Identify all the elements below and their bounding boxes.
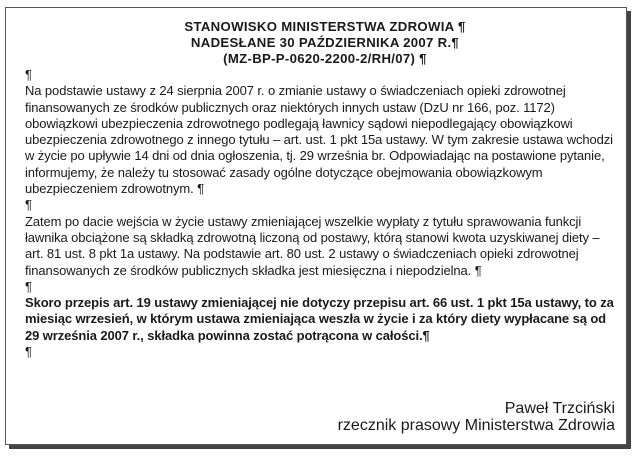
header-date: NADESŁANE 30 PAŹDZIERNIKA 2007 R.¶: [190, 35, 460, 50]
signature-name: Paweł Trzciński: [504, 400, 615, 417]
signature-role: rzecznik prasowy Ministerstwa Zdrowia: [337, 417, 615, 434]
empty-paragraph-mark: ¶: [25, 197, 32, 213]
paragraph-contribution: Zatem po dacie wejścia w życie ustawy zmieniającej wszelkie wypłaty z tytułu sprawowania funkcji ławnika obciążone są składką zdrowotną liczoną od postawy, którą stanowi kwota uzyskiwanej diety – art. 81 ust. 8 pkt 1a ustawy. Na podstawie art. 80 ust. 2 ustawy o świadczeniach opieki zdrowotnej finansowanych ze środków publicznych składka jest miesięczna i niepodzielna. ¶: [25, 213, 600, 278]
header-title: STANOWISKO MINISTERSTWA ZDROWIA ¶: [184, 19, 466, 34]
document-header: [33, 19, 617, 67]
header-reference: (MZ-BP-P-0620-2200-2/RH/07) ¶: [223, 51, 427, 66]
empty-paragraph-mark: ¶: [25, 344, 32, 360]
document-frame: [5, 7, 627, 445]
paragraph-conclusion: Skoro przepis art. 19 ustawy zmieniającej nie dotyczy przepisu art. 66 ust. 1 pkt 15a ustawy, to za miesiąc wrzesień, w którym ustawa zmieniająca weszła w życie i za który diety wypłacane są od 29 września 2007 r., składka powinna zostać potrącona w całości.¶: [25, 295, 614, 343]
paragraph-legal-basis: Na podstawie ustawy z 24 sierpnia 2007 r. o zmianie ustawy o świadczeniach opieki zdrowotnej finansowanych ze środków publicznych oraz niektórych innych ustaw (DzU nr 166, poz. 1172) obowiązkowi ubezpieczenia zdrowotnego podlegają ławnicy sądowi niepodlegający obowiązkowi ubezpieczenia zdrowotnego z innego tytułu – art. ust. 1 pkt 15a ustawy. W tym zakresie ustawa wchodzi w życie po upływie 14 dni od dnia ogłoszenia, tj. 29 września br. Odpowiadając na postawione pytanie, informujemy, że należy tu stosować zasady ogólne dotyczące obejmowania obowiązkowym ubezpieczeniem zdrowotnym. ¶: [25, 83, 613, 197]
document-body: [25, 19, 617, 360]
empty-paragraph-mark: ¶: [25, 278, 32, 294]
empty-paragraph-mark: ¶: [25, 67, 32, 82]
